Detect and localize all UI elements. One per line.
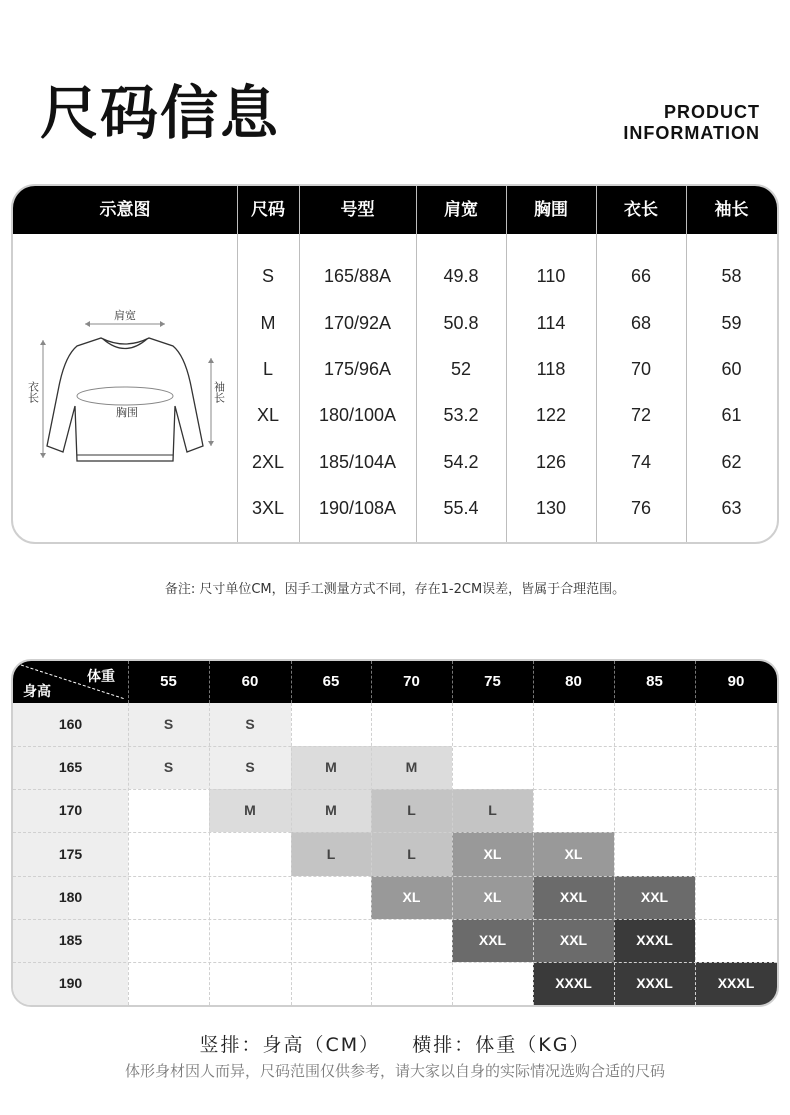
size-cell: 170/92A [323,313,392,333]
size-cell: 110 [536,266,566,286]
grid-col-divider [128,703,129,1005]
weight-header: 80 [565,673,582,690]
grid-header-divider [452,661,453,703]
size-cell: 175/96A [323,359,392,379]
height-label: 175 [58,846,83,862]
grid-col-divider [209,703,210,1005]
grid-header-divider [291,661,292,703]
size-header-1: 尺码 [251,200,285,220]
size-cell: 2XL [251,452,285,472]
size-cell: 50.8 [443,313,479,333]
size-cell: 53.2 [443,405,479,425]
page-title: 尺码信息 [40,79,281,147]
weight-header: 85 [646,673,663,690]
size-header-2: 号型 [340,200,375,220]
grid-col-divider [452,703,453,1005]
english-title-line-2: INFORMATION [623,123,760,143]
size-cell: 61 [721,405,742,425]
size-cell: S [261,266,274,286]
weight-header: 70 [403,673,420,690]
size-cell: 118 [536,359,566,379]
size-note: 备注: 尺寸单位CM，因手工测量方式不同，存在1-2CM误差，皆属于合理范围。 [164,582,626,597]
size-cell: 52 [450,359,472,379]
size-cell: 59 [721,313,742,333]
size-cell: L [262,359,273,379]
size-recommendation-cell: L [291,832,371,876]
grid-col-divider [695,703,696,1005]
size-cell: 76 [630,498,652,518]
size-cell: 122 [535,405,567,425]
height-label: 170 [58,802,83,818]
size-recommendation-cell: S [209,703,291,746]
size-recommendation-cell: XL [452,832,533,876]
size-cell: 180/100A [318,405,397,425]
size-recommendation-cell: M [291,789,371,832]
height-label: 165 [58,759,83,775]
diagram-sleeve-label: 袖长 [212,381,226,403]
corner-weight-label: 体重 [87,669,115,685]
size-cell: 49.8 [443,266,479,286]
size-recommendation-cell: XL [452,876,533,919]
size-recommendation-cell: L [371,832,452,876]
size-cell: 114 [536,313,566,333]
grid-header-divider [128,661,129,703]
size-recommendation-cell: XL [371,876,452,919]
size-recommendation-grid [11,659,779,1007]
size-cell: 185/104A [318,452,397,472]
size-cell: 130 [535,498,567,518]
size-header-0: 示意图 [99,200,151,220]
size-recommendation-cell: M [371,746,452,789]
size-cell: 190/108A [318,498,397,518]
height-label: 160 [58,716,83,732]
size-recommendation-cell: XXL [533,876,614,919]
grid-col-divider [533,703,534,1005]
grid-header-divider [371,661,372,703]
size-recommendation-cell: XXL [452,919,533,962]
size-recommendation-cell: M [291,746,371,789]
height-label: 185 [58,932,83,948]
size-cell: 68 [630,313,652,333]
height-label: 180 [58,889,83,905]
size-recommendation-cell: XXXL [695,962,777,1005]
grid-header-divider [533,661,534,703]
size-cell: 70 [630,359,652,379]
diagram-length-label: 衣长 [26,381,40,403]
size-cell: 126 [535,452,567,472]
size-cell: 165/88A [323,266,392,286]
size-recommendation-cell: M [209,789,291,832]
size-recommendation-cell: S [209,746,291,789]
weight-header: 65 [322,673,340,690]
size-header-4: 胸围 [534,200,568,220]
size-cell: 66 [630,266,652,286]
size-recommendation-cell: XXXL [533,962,614,1005]
size-cell: XL [256,405,280,425]
size-recommendation-cell: XXL [614,876,695,919]
size-cell: M [260,313,276,333]
grid-header-divider [695,661,696,703]
grid-header-divider [209,661,210,703]
size-recommendation-cell: XXL [533,919,614,962]
size-recommendation-cell: L [371,789,452,832]
weight-header: 55 [160,673,177,690]
height-label: 190 [58,975,83,991]
size-recommendation-cell: L [452,789,533,832]
size-recommendation-cell: S [128,746,209,789]
size-cell: 54.2 [443,452,479,472]
size-header-6: 袖长 [714,200,749,220]
weight-header: 75 [484,673,501,690]
grid-col-divider [371,703,372,1005]
grid-col-divider [291,703,292,1005]
grid-legend: 竖排：身高（CM） 横排：体重（KG） [199,1034,591,1056]
sweater-diagram-icon [13,246,237,466]
size-header-5: 衣长 [624,200,658,220]
grid-header-divider [614,661,615,703]
size-recommendation-cell: XXXL [614,919,695,962]
size-cell: 72 [630,405,652,425]
size-cell: 62 [721,452,742,472]
size-cell: 3XL [251,498,285,518]
size-recommendation-cell: XL [533,832,614,876]
size-recommendation-cell: S [128,703,209,746]
size-cell: 58 [721,266,742,286]
corner-height-label: 身高 [23,684,51,700]
size-cell: 63 [721,498,742,518]
size-recommendation-cell: XXXL [614,962,695,1005]
size-header-3: 肩宽 [444,200,478,220]
diagram-chest-label: 胸围 [116,406,138,419]
weight-header: 90 [727,673,745,690]
diagram-shoulder-label: 肩宽 [114,309,136,322]
footer-note: 体形身材因人而异，尺码范围仅供参考，请大家以自身的实际情况选购合适的尺码 [124,1062,665,1080]
size-cell: 55.4 [443,498,479,518]
size-cell: 60 [721,359,742,379]
size-cell: 74 [630,452,652,472]
english-title-line-1: PRODUCT [664,102,760,122]
size-table [11,184,779,544]
weight-header: 60 [241,673,259,690]
english-title [623,102,760,144]
grid-col-divider [614,703,615,1005]
